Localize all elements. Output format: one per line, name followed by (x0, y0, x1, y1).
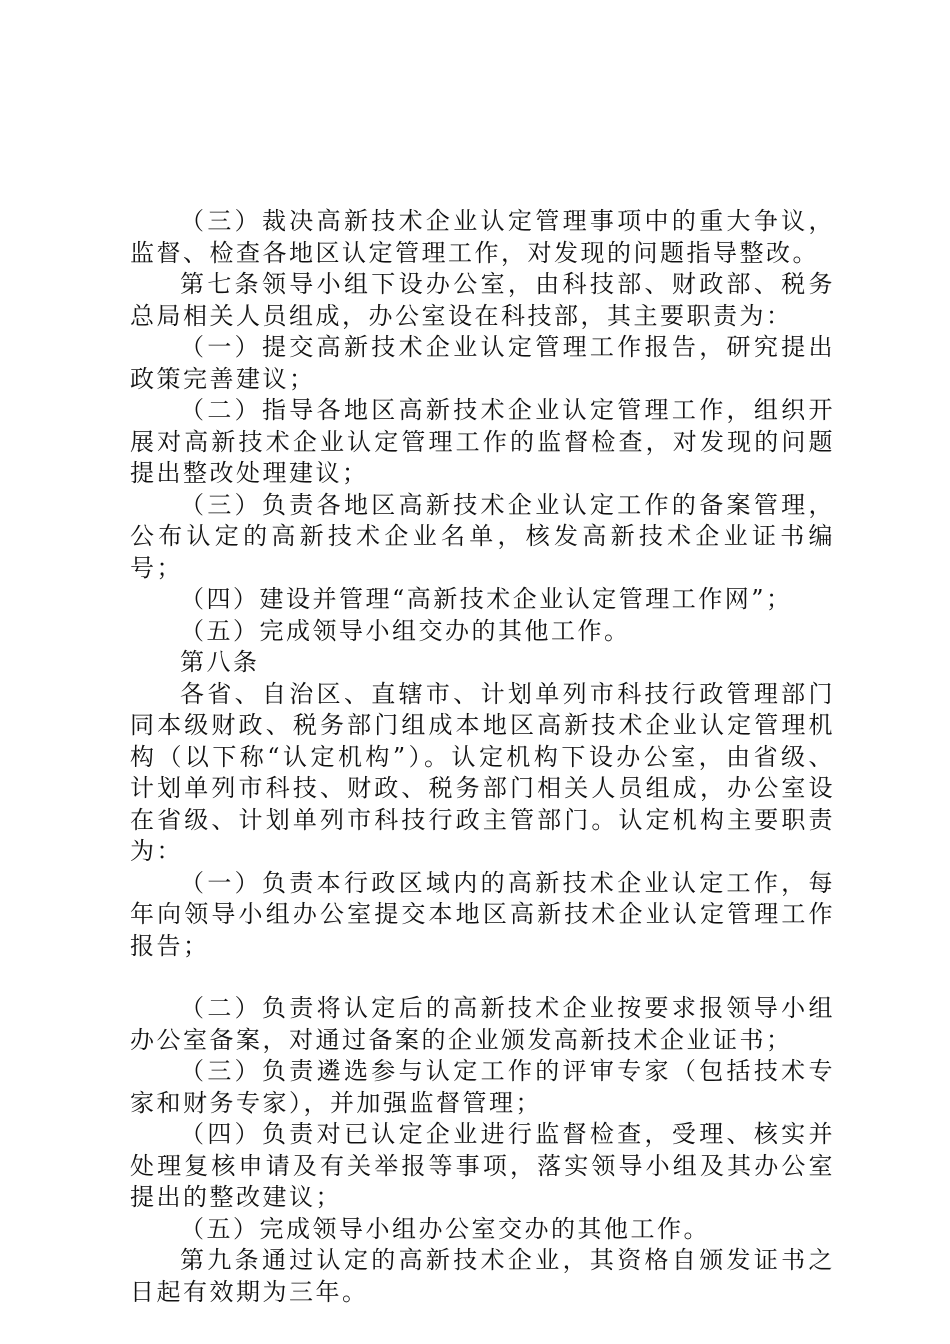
paragraph: 各省、自治区、直辖市、计划单列市科技行政管理部门同本级财政、税务部门组成本地区高新技术企业认定管理机构（以下称“认定机构”）。认定机构下设办公室，由省级、计划单列市科技、财政、税务部门相关人员组成，办公室设在省级、计划单列市科技行政主管部门。认定机构主要职责为： (130, 679, 835, 865)
paragraph: （四）建设并管理“高新技术企业认定管理工作网”； (180, 585, 793, 613)
paragraph: 第七条领导小组下设办公室，由科技部、财政部、税务总局相关人员组成，办公室设在科技部，其主要职责为： (130, 270, 835, 330)
paragraph: （三）负责各地区高新技术企业认定工作的备案管理，公布认定的高新技术企业名单，核发高新技术企业证书编号； (130, 490, 835, 582)
paragraph: （五）完成领导小组办公室交办的其他工作。 (180, 1214, 710, 1243)
paragraph: （二）指导各地区高新技术企业认定管理工作，组织开展对高新技术企业认定管理工作的监督检查，对发现的问题提出整改处理建议； (130, 396, 835, 487)
paragraph: （二）负责将认定后的高新技术企业按要求报领导小组办公室备案，对通过备案的企业颁发高新技术企业证书； (130, 994, 835, 1054)
paragraph: （四）负责对已认定企业进行监督检查，受理、核实并处理复核申请及有关举报等事项，落实领导小组及其办公室提出的整改建议； (130, 1120, 835, 1211)
paragraph: （三）裁决高新技术企业认定管理事项中的重大争议，监督、检查各地区认定管理工作，对发现的问题指导整改。 (130, 207, 835, 267)
paragraph: （一）提交高新技术企业认定管理工作报告，研究提出政策完善建议； (130, 333, 835, 393)
paragraph: （五）完成领导小组交办的其他工作。 (180, 616, 631, 645)
paragraph: （一）负责本行政区域内的高新技术企业认定工作，每年向领导小组办公室提交本地区高新技术企业认定管理工作报告； (130, 868, 835, 960)
document-body (130, 206, 835, 1308)
paragraph: （三）负责遴选参与认定工作的评审专家（包括技术专家和财务专家），并加强监督管理； (130, 1057, 835, 1117)
paragraph: 第九条通过认定的高新技术企业，其资格自颁发证书之日起有效期为三年。 (130, 1246, 835, 1306)
article-heading: 第八条 (180, 648, 260, 676)
